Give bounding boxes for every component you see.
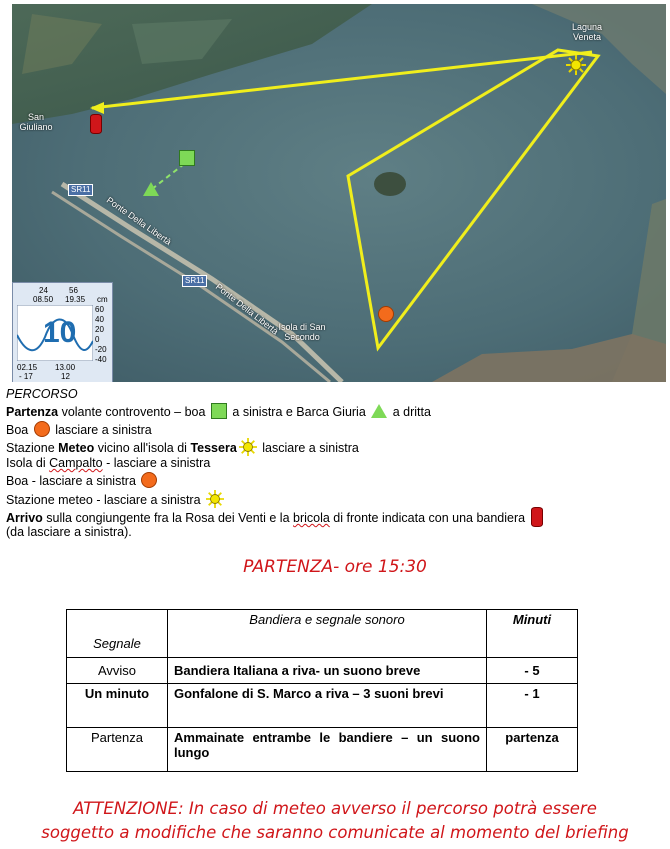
sun-weather-station-icon (566, 55, 586, 75)
percorso-line-boa (6, 421, 666, 438)
boa2-text: Boa - lasciare a sinistra (6, 474, 140, 489)
partenza-heading: PARTENZA- ore 15:30 (243, 557, 427, 577)
isola-text-a: Isola di (6, 456, 50, 471)
cell-segnale (67, 728, 168, 772)
cell-bandiera-text: Bandiera Italiana a riva- un suono breve (174, 663, 421, 678)
percorso-line-partenza (6, 403, 666, 420)
cell-bandiera-text: Gonfalone di S. Marco a riva – 3 suoni brevi (174, 686, 444, 701)
tide-top-left-num: 24 (39, 286, 48, 295)
header-segnale (67, 610, 168, 658)
arrivo-text-a: sulla congiungente fra la Rosa dei Venti e la (42, 511, 293, 526)
percorso-line-boa-2 (6, 472, 666, 489)
tide-bottom-right-time: 13.00 (55, 363, 76, 372)
tessera-bold: Tessera (190, 440, 237, 455)
label-isola-san-secondo: Isola di San Secondo (278, 322, 326, 342)
header-minuti (487, 610, 578, 658)
arrivo-text-b: di fronte indicata con una bandiera (329, 511, 529, 526)
stazione-text-c: lasciare a sinistra (258, 440, 359, 455)
cell-bandiera-text: Ammainate entrambe le bandiere – un suono lungo (174, 730, 480, 760)
partenza-text-c: a dritta (389, 405, 431, 420)
cell-bandiera (168, 658, 487, 684)
cell-segnale (67, 658, 168, 684)
header-segnale-text: Segnale (93, 636, 141, 651)
cell-minuti (487, 684, 578, 728)
cell-minuti (487, 728, 578, 772)
table-row (67, 658, 578, 684)
tide-bottom-left-num: - 17 (19, 372, 33, 381)
partenza-text-b: a sinistra e Barca Giuria (228, 405, 370, 420)
partenza-label: Partenza (6, 405, 59, 420)
percorso-section (6, 386, 666, 542)
header-bandiera (168, 610, 487, 658)
attention-line-2: soggetto a modifiche che saranno comunicate al momento del briefing (41, 823, 629, 842)
label-ponte-liberta-lower: Ponte Della Libertà (213, 281, 281, 337)
label-sr11-lower: SR11 (182, 275, 207, 287)
label-san-giuliano: San Giuliano (19, 112, 53, 132)
attention-line-1: ATTENZIONE: In caso di meteo avverso il percorso potrà essere (73, 799, 597, 818)
partenza-text-a: volante controvento – boa (58, 405, 209, 420)
percorso-line-stazione-meteo-2 (6, 490, 666, 507)
table-row (67, 728, 578, 772)
green-triangle-jury-boat-icon (143, 182, 159, 196)
boa-text-b: lasciare a sinistra (51, 422, 152, 437)
cell-segnale-text: Partenza (90, 730, 144, 745)
campalto-word: Campalto (49, 456, 103, 471)
stazione-text-b: vicino all'isola di (94, 440, 191, 455)
tide-scale-tick: 60 (95, 305, 104, 314)
cell-bandiera (168, 728, 487, 772)
sun-icon (239, 438, 257, 456)
stazione-text-a: Stazione (6, 440, 59, 455)
cell-segnale (67, 684, 168, 728)
red-flag-cylinder-icon (531, 507, 543, 527)
cell-minuti-text: - 1 (524, 686, 540, 701)
header-bandiera-text: Bandiera e segnale sonoro (249, 612, 405, 627)
table-row (67, 684, 578, 728)
boa-text-a: Boa (6, 422, 32, 437)
red-flag-cylinder-icon (90, 114, 102, 134)
tide-gauge-widget (12, 282, 113, 382)
stazione2-text: Stazione meteo - lasciare a sinistra (6, 492, 205, 507)
cell-minuti-text: partenza (505, 730, 559, 745)
course-map (12, 4, 666, 382)
sun-icon (206, 490, 224, 508)
percorso-line-arrivo (6, 507, 666, 524)
green-triangle-icon (371, 404, 387, 418)
tide-scale-tick: -20 (95, 345, 107, 354)
percorso-line-isola (6, 455, 666, 472)
orange-buoy-icon (378, 306, 394, 322)
label-ponte-liberta-upper: Ponte Della Libertà (104, 194, 174, 248)
tide-current-level: 10 (43, 316, 77, 349)
tide-bottom-right-num: 12 (61, 372, 70, 381)
table-header-row (67, 610, 578, 658)
percorso-line-arrivo-note: (da lasciare a sinistra). (6, 525, 132, 540)
orange-circle-icon (141, 472, 157, 488)
percorso-title: PERCORSO (6, 387, 78, 401)
bricola-word: bricola (293, 511, 330, 526)
label-laguna-veneta: Laguna Veneta (571, 22, 603, 42)
cell-segnale-text: Un minuto (84, 686, 150, 701)
tide-bottom-left-time: 02.15 (17, 363, 38, 372)
percorso-line-stazione-meteo (6, 438, 666, 455)
tide-top-right-num: 56 (69, 286, 78, 295)
attention-notice (0, 797, 670, 845)
tide-unit: cm (97, 295, 108, 304)
orange-circle-icon (34, 421, 50, 437)
green-square-buoy-icon (179, 150, 195, 166)
tide-scale-tick: 20 (95, 325, 104, 334)
tide-scale-tick: -40 (95, 355, 107, 364)
cell-bandiera (168, 684, 487, 728)
tide-top-right-time: 19.35 (65, 295, 86, 304)
meteo-bold: Meteo (58, 440, 95, 455)
tide-top-left-time: 08.50 (33, 295, 54, 304)
cell-minuti-text: - 5 (524, 663, 540, 678)
signals-table (66, 609, 578, 772)
green-square-icon (211, 403, 227, 419)
header-minuti-text: Minuti (512, 612, 552, 627)
isola-text-b: - lasciare a sinistra (102, 456, 211, 471)
cell-segnale-text: Avviso (97, 663, 137, 678)
arrivo-label: Arrivo (6, 511, 43, 526)
cell-minuti (487, 658, 578, 684)
tide-scale-tick: 40 (95, 315, 104, 324)
label-sr11-upper: SR11 (68, 184, 93, 196)
tide-scale-tick: 0 (95, 335, 100, 344)
